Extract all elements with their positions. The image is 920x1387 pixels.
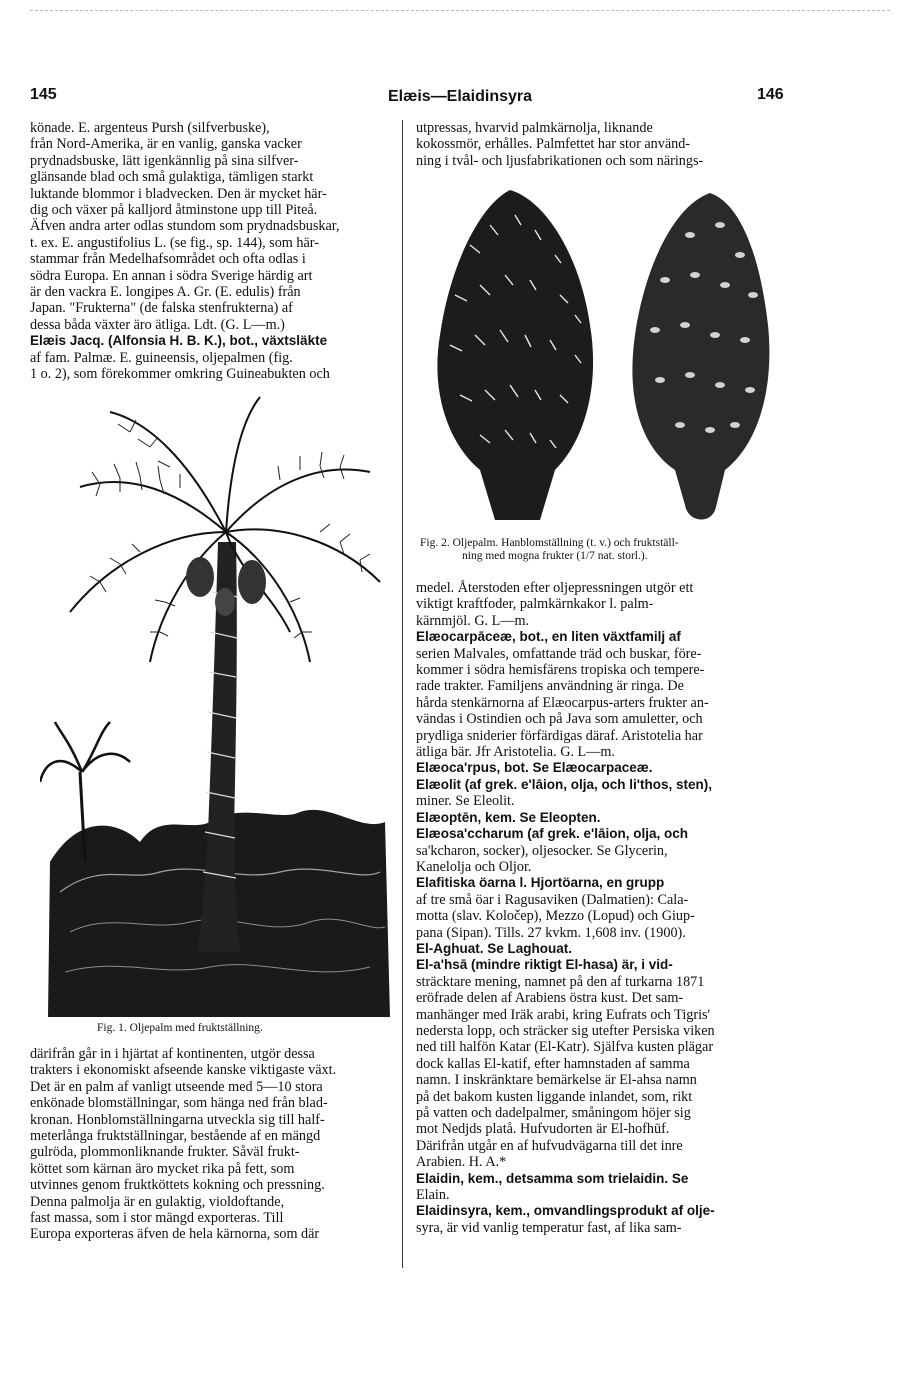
text-line: dessa båda växter äro ätliga. Ldt. (G. L—m.)	[30, 316, 285, 333]
text-line: motta (slav. Koločep), Mezzo (Lopud) och Giup-	[416, 908, 695, 925]
entry-elaeocarpus: Elæoca'rpus, bot. Se Elæocarpaceæ.	[416, 760, 653, 776]
text-line: från Nord-Amerika, är en vanlig, ganska vacker	[30, 136, 302, 153]
entry-elaeocarpaceae: Elæocarpāceæ, bot., en liten växtfamilj af	[416, 629, 681, 645]
entry-el-aghuat: El-Aghuat. Se Laghouat.	[416, 940, 573, 956]
entry-elafitiska-oarna: Elafitiska öarna l. Hjortöarna, en grupp	[416, 875, 665, 891]
text-line: t. ex. E. angustifolius L. (se fig., sp. 144), som här-	[30, 234, 319, 251]
caption-line: Fig. 2. Oljepalm. Hanblomställning (t. v.) och fruktställ-	[420, 537, 679, 549]
text-line: utvinnes genom fruktköttets kokning och pressning.	[30, 1177, 325, 1194]
text-line: manhänger med Iräk arabi, kring Eufrats och Tigris'	[416, 1006, 711, 1023]
text-line: viktigt kraftfoder, palmkärnkakor l. palm-	[416, 596, 654, 613]
oil-palm-illustration	[40, 392, 395, 1017]
text-line: serien Malvales, omfattande träd och buskar, före-	[416, 645, 702, 662]
text-line: prydliga sniderier förfärdigas däraf. Aristotelia har	[416, 727, 703, 744]
figure-1-caption: Fig. 1. Oljepalm med fruktställning.	[97, 1022, 263, 1034]
text-line: utpressas, hvarvid palmkärnolja, liknande	[416, 120, 653, 136]
text-line: hårda stenkärnorna af Elæocarpus-arters frukter an-	[416, 694, 709, 711]
inflorescence-illustration	[420, 185, 790, 530]
text-line: dock kallas El-katif, efter hamnstaden af samma	[416, 1055, 690, 1072]
column-2-bottom	[416, 580, 790, 1236]
text-line: därifrån går in i hjärtat af kontinenten, utgör dessa	[30, 1046, 315, 1062]
column-1-bottom	[30, 1046, 392, 1243]
text-line: ning i tvål- och ljusfabrikationen och som närings-	[416, 152, 704, 169]
text-line: på det bakom kusten liggande inlandet, som, rikt	[416, 1088, 693, 1105]
left-page-number: 145	[30, 86, 57, 103]
text-line: stammar från Medelhafsområdet och ofta odlas i	[30, 251, 306, 268]
text-line: glänsande blad och små gulaktiga, tämligen starkt	[30, 169, 314, 186]
text-line: Därifrån utgår en af hufvudvägarna till det inre	[416, 1137, 683, 1154]
text-line: namn. I inskränktare bemärkelse är El-ahsa namn	[416, 1072, 697, 1089]
entry-elaeosaccharum: Elæosa'ccharum (af grek. e'lāion, olja, och	[416, 826, 689, 842]
entry-el-ahsa: El-a'hsā (mindre riktigt El-hasa) är, i vid-	[416, 957, 673, 973]
text-line: trakters i ekonomiskt afseende kanske viktigaste växt.	[30, 1062, 337, 1079]
figure-2-inflorescences	[420, 185, 790, 530]
text-line: Japan. "Frukterna" (de falska stenfrukterna) af	[30, 300, 293, 317]
text-line: ätliga bär. Jfr Aristotelia. G. L—m.	[416, 744, 615, 761]
text-line: miner. Se Eleolit.	[416, 793, 515, 810]
text-line: Arabien. H. A.*	[416, 1154, 507, 1171]
entry-elaeis: Elæis Jacq. (Alfonsia H. B. K.), bot., växtsläkte	[30, 333, 328, 349]
text-line: fast massa, som i stor mängd exporteras. Till	[30, 1210, 284, 1227]
text-line: Europa exporteras äfven de hela kärnorna, som där	[30, 1226, 320, 1243]
text-line: kärnmjöl. G. L—m.	[416, 612, 530, 629]
text-line: sa'kcharon, socker), oljesocker. Se Glycerin,	[416, 842, 668, 859]
text-line: rade trakter. Familjens användning är ringa. De	[416, 678, 684, 695]
text-line: eröfrade delen af Arabiens östra kust. Det sam-	[416, 990, 684, 1007]
text-line: köttet som kärnan äro mycket rika på fett, som	[30, 1160, 295, 1177]
right-page-number: 146	[757, 86, 784, 103]
text-line: Äfven andra arter odlas stundom som prydnadsbuskar,	[30, 218, 340, 235]
text-line: meterlånga fruktställningar, bestående af en mängd	[30, 1128, 321, 1145]
text-line: Det är en palm af vanligt utseende med 5—10 stora	[30, 1078, 323, 1095]
entry-elaeopten: Elæoptēn, kem. Se Eleopten.	[416, 809, 601, 825]
text-line: kommer i södra hemisfärens tropiska och tempere-	[416, 662, 705, 679]
entry-elaidinsyra: Elaidinsyra, kem., omvandlingsprodukt af olje-	[416, 1203, 715, 1219]
figure-2-caption	[420, 537, 790, 563]
entry-elaeolit: Elæolit (af grek. e'lāion, olja, och li'thos, sten),	[416, 776, 712, 792]
text-line: luktande blommor i bladvecken. Den är mycket här-	[30, 185, 327, 202]
text-line: syra, är vid vanlig temperatur fast, af lika sam-	[416, 1219, 682, 1236]
text-line: dig och växer på kalljord åtminstone upp till Piteå.	[30, 202, 318, 219]
text-line: ned till halfön Katar (El-Katr). Själfva kusten plägar	[416, 1039, 714, 1056]
column-divider	[402, 120, 403, 1268]
text-line: enkönade blomställningar, som hänga ned från blad-	[30, 1095, 328, 1112]
scan-top-edge	[30, 10, 890, 11]
text-line: af tre små öar i Ragusaviken (Dalmatien): Cala-	[416, 891, 689, 908]
column-1-top	[30, 120, 392, 383]
text-line: Denna palmolja är en gulaktig, violdoftande,	[30, 1193, 285, 1210]
text-line: vändas i Ostindien och på Java som amuletter, och	[416, 711, 703, 728]
entry-elaidin: Elaidin, kem., detsamma som trielaidin. Se	[416, 1170, 689, 1186]
text-line: 1 o. 2), som förekommer omkring Guineabukten och	[30, 366, 330, 383]
text-line: Elain.	[416, 1187, 450, 1204]
text-line: nedersta lopp, och sträcker sig utefter Persiska viken	[416, 1022, 715, 1039]
text-line: är den vackra E. longipes A. Gr. (E. edulis) från	[30, 284, 301, 301]
text-line: pana (Sipan). Tills. 27 kvkm. 1,608 inv. (1900).	[416, 924, 686, 941]
caption-line: ning med mogna frukter (1/7 nat. storl.).	[462, 550, 648, 562]
text-line: gulröda, plommonliknande frukter. Såväl frukt-	[30, 1144, 300, 1161]
text-line: medel. Återstoden efter oljepressningen utgör ett	[416, 580, 694, 596]
running-title: Elæis—Elaidinsyra	[387, 88, 533, 105]
figure-1-oil-palm	[40, 392, 395, 1017]
text-line: mot Nedjds platå. Hufvudorten är El-hofhūf.	[416, 1121, 670, 1138]
text-line: på vatten och dadelpalmer, småningom höjer sig	[416, 1105, 691, 1121]
text-line: prydnadsbuske, lätt igenkännlig på sina silfver-	[30, 152, 299, 169]
text-line: kokossmör, erhålles. Palmfettet har stor använd-	[416, 136, 691, 153]
text-line: sträcktare mening, namnet på den af turkarna 1871	[416, 973, 705, 990]
text-line: Kanelolja och Oljor.	[416, 858, 532, 875]
text-line: kronan. Honblomställningarna utveckla sig till half-	[30, 1111, 325, 1128]
text-line: könade. E. argenteus Pursh (silfverbuske),	[30, 120, 270, 136]
text-line: af fam. Palmæ. E. guineensis, oljepalmen (fig.	[30, 349, 293, 366]
column-2-top	[416, 120, 790, 169]
text-line: södra Europa. En annan i södra Sverige härdig art	[30, 267, 313, 284]
